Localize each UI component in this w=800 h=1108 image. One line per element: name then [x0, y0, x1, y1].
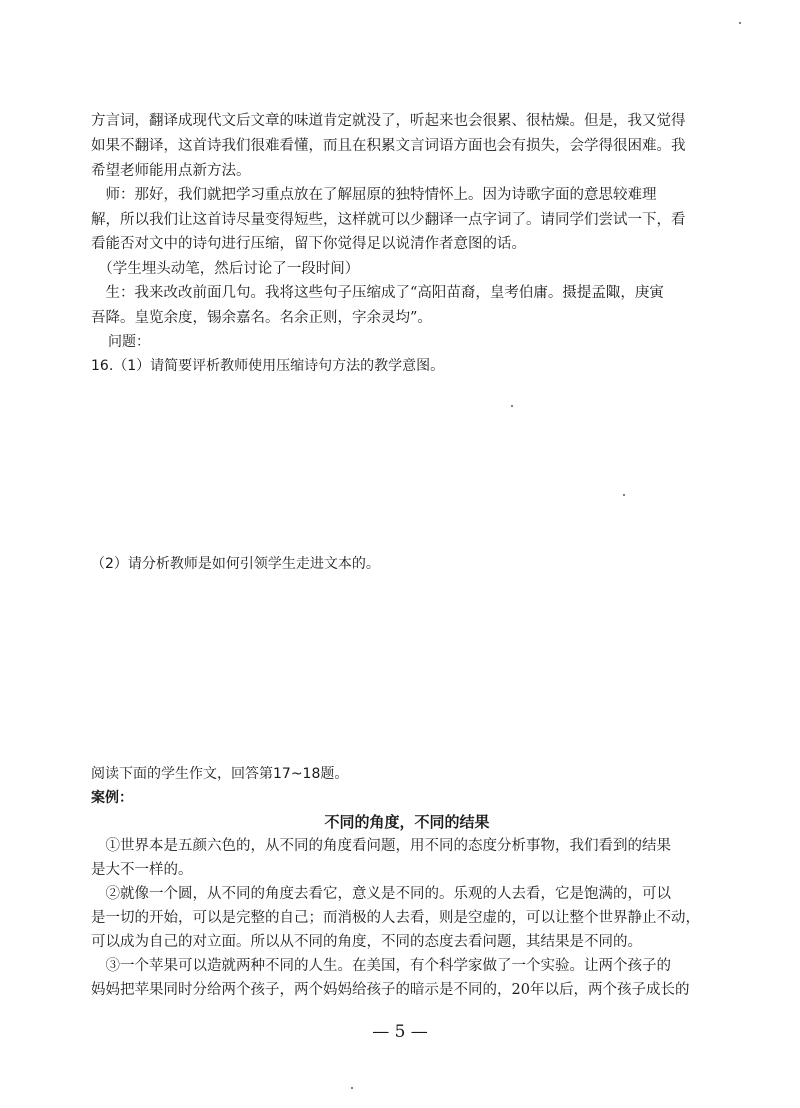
- essay-line: 妈妈把苹果同时分给两个孩子，两个妈妈给孩子的暗示是不同的，20年以后，两个孩子成长的: [91, 982, 690, 998]
- paragraph-line: 看能否对文中的诗句进行压缩，留下你觉得足以说清作者意图的话。: [91, 236, 526, 252]
- essay-line: ③一个苹果可以造就两种不同的人生。在美国，有个科学家做了一个实验。让两个孩子的: [91, 958, 671, 974]
- scan-speck: [511, 405, 513, 407]
- essay-line: ①世界本是五颜六色的，从不同的角度看问题，用不同的态度分析事物，我们看到的结果: [91, 838, 671, 854]
- paragraph-line: 方言词，翻译成现代文后文章的味道肯定就没了，听起来也会很累、很枯燥。但是，我又觉得: [91, 113, 686, 129]
- reading-intro: 阅读下面的学生作文，回答第17~18题。: [91, 766, 349, 782]
- case-label: 案例：: [91, 790, 133, 806]
- essay-line: 是大不一样的。: [91, 862, 193, 878]
- essay-line: 可以成为自己的对立面。所以从不同的角度，不同的态度去看问题，其结果是不同的。: [91, 934, 642, 950]
- paragraph-line: （学生埋头动笔，然后讨论了一段时间）: [91, 261, 360, 277]
- paragraph-line: 生：我来改改前面几句。我将这些句子压缩成了“高阳苗裔，皇考伯庸。摄提孟陬，庚寅: [91, 285, 664, 301]
- scan-speck: [351, 1087, 353, 1089]
- essay-title: 不同的角度，不同的结果: [324, 813, 490, 831]
- essay-line: ②就像一个圆，从不同的角度去看它，意义是不同的。乐观的人去看，它是饱满的，可以: [91, 886, 671, 902]
- scan-speck: [739, 22, 741, 24]
- paragraph-line: 解，所以我们让这首诗尽量变得短些，这样就可以少翻译一点字词了。请同学们尝试一下，看: [91, 212, 686, 228]
- paragraph-line: 师：那好，我们就把学习重点放在了解屈原的独特情怀上。因为诗歌字面的意思较难理: [91, 187, 657, 203]
- paragraph-line: 如果不翻译，这首诗我们很难看懂，而且在积累文言词语方面也会有损失，会学得很困难。我: [91, 138, 686, 154]
- essay-line: 是一切的开始，可以是完整的自己；而消极的人去看，则是空虚的，可以让整个世界静止不动，: [91, 910, 700, 926]
- scan-speck: [623, 494, 625, 496]
- question-16-1: 16.（1）请简要评析教师使用压缩诗句方法的教学意图。: [91, 358, 445, 374]
- paragraph-line: 吾降。皇览余度，锡余嘉名。名余正则，字余灵均”。: [91, 310, 432, 326]
- page-number: — 5 —: [372, 1022, 428, 1042]
- paragraph-line: 希望老师能用点新方法。: [91, 163, 251, 179]
- question-16-2: （2）请分析教师是如何引领学生走进文本的。: [91, 556, 380, 572]
- question-label: 问题：: [108, 334, 150, 350]
